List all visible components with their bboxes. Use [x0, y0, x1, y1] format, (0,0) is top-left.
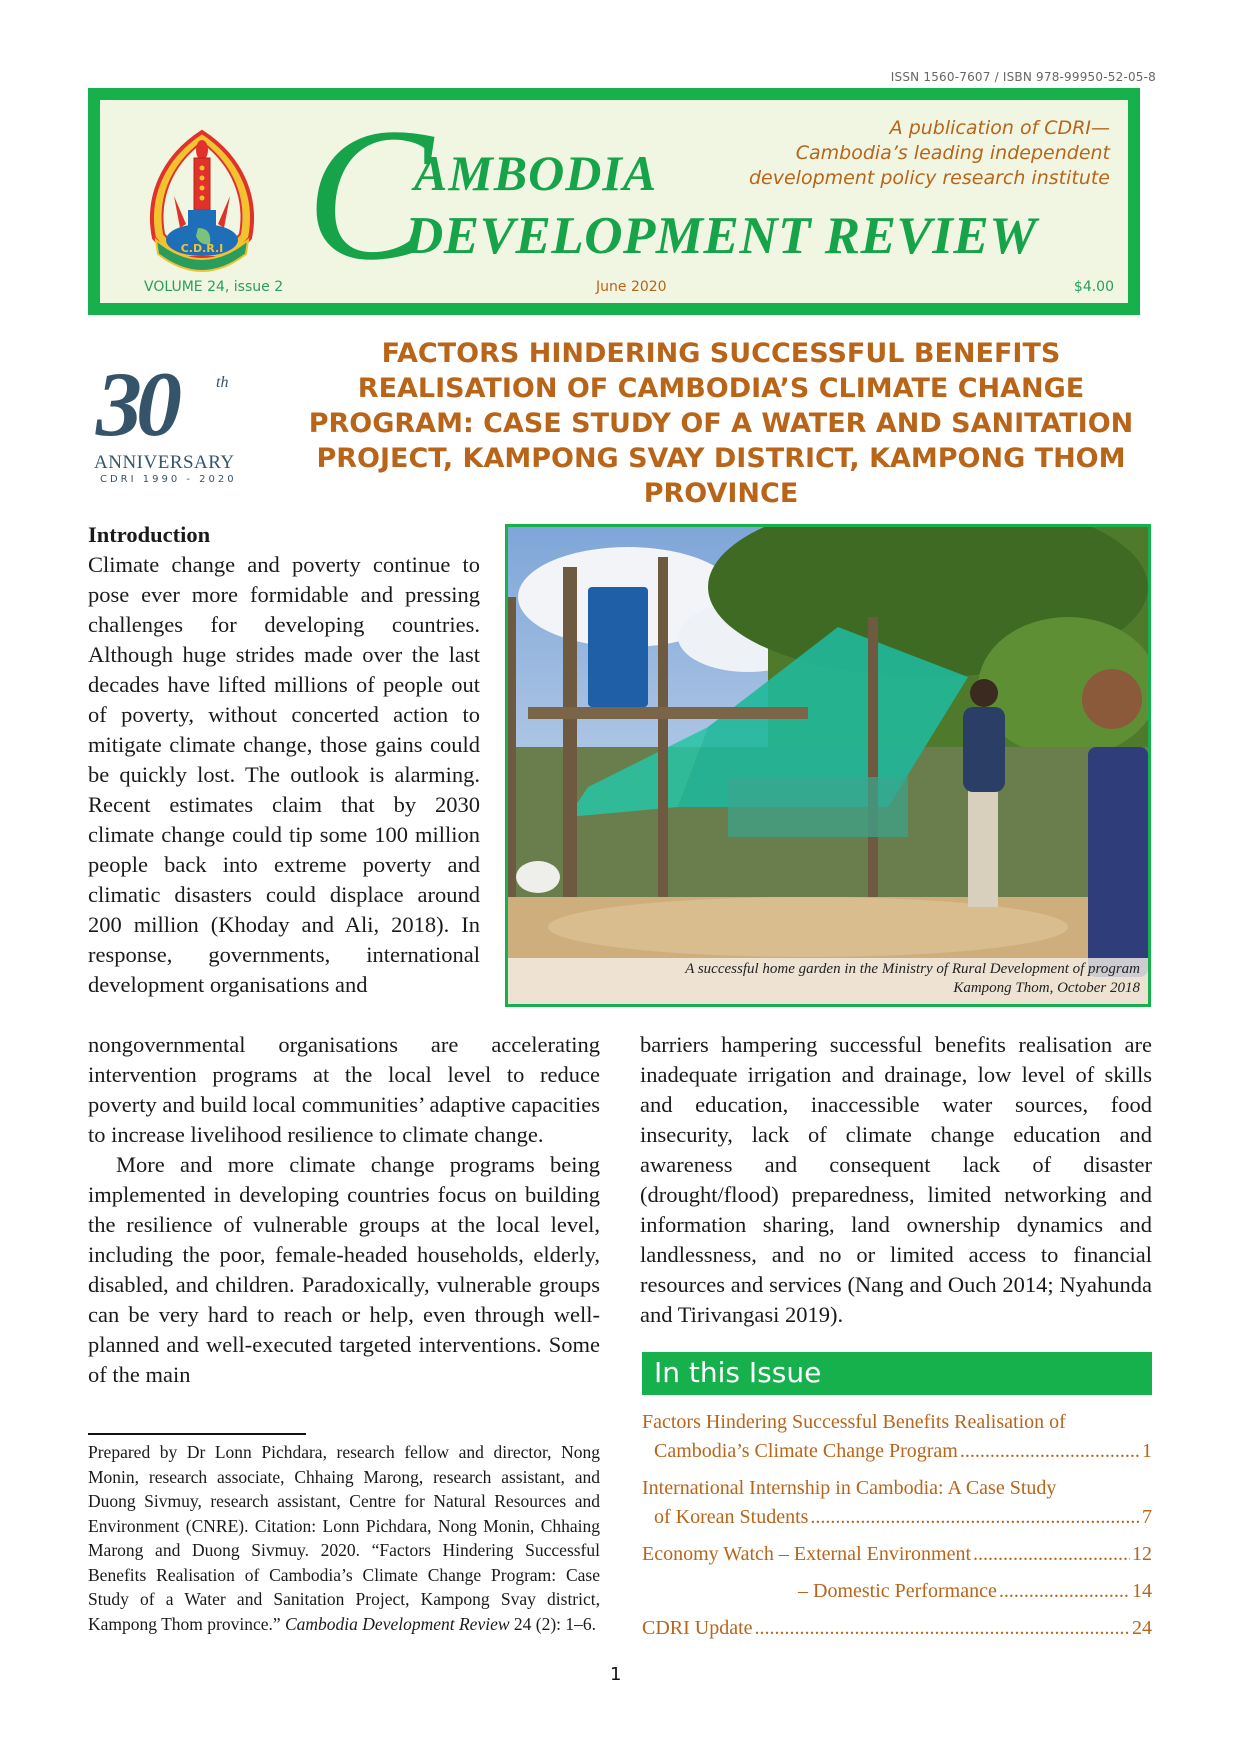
- toc-page-number: 7: [1142, 1506, 1152, 1528]
- anniversary-word: ANNIVERSARY: [94, 452, 235, 473]
- in-this-issue-title: In this Issue: [654, 1356, 822, 1389]
- anniversary-number: 30: [96, 353, 176, 455]
- toc-item[interactable]: [642, 1577, 1152, 1606]
- in-this-issue-header: [642, 1352, 1152, 1395]
- tagline: [749, 116, 1110, 191]
- volume-label: VOLUME 24, issue 2: [144, 279, 284, 295]
- toc-page-number: 24: [1132, 1617, 1152, 1639]
- anniversary-years: CDRI 1990 - 2020: [100, 474, 237, 485]
- title-line-2: DEVELOPMENT REVIEW: [405, 207, 1037, 265]
- article-photo: [505, 524, 1151, 1007]
- toc-item[interactable]: [642, 1474, 1152, 1532]
- toc-leader-dots: [810, 1503, 1140, 1532]
- toc-leader-dots: [973, 1540, 1130, 1569]
- footnote-journal: Cambodia Development Review: [285, 1613, 510, 1634]
- title-line-1: AMBODIA: [414, 145, 658, 201]
- table-of-contents: [642, 1408, 1152, 1651]
- toc-leader-dots: [960, 1437, 1140, 1466]
- tagline-line: Cambodia’s leading independent: [795, 142, 1110, 164]
- article-column-right: [640, 1030, 1152, 1330]
- anniversary-suffix: th: [216, 374, 229, 391]
- toc-item-title: – Domestic Performance: [798, 1580, 997, 1602]
- toc-item-title: Factors Hindering Successful Benefits Realisation of: [642, 1411, 1066, 1433]
- author-footnote: [88, 1440, 600, 1636]
- footnote-text: Prepared by Dr Lonn Pichdara, research fellow and director, Nong Monin, research associate, Chhaing Marong, research assistant, and Duong Sivmuy, research assistant, Centre for Natural Resources and Environment (CNRE). Citation: Lonn Pichdara, Nong Monin, Chhaing Marong and Duong Sivmuy. 2020. “Factors Hindering Successful Benefits Realisation of Cambodia’s Climate Change Program: Case Study of a Water and Sanitation Project, Kampong Svay district, Kampong Thom province.”: [88, 1442, 600, 1634]
- masthead: [88, 88, 1140, 315]
- footnote-divider: [88, 1433, 306, 1435]
- toc-leader-dots: [755, 1614, 1130, 1643]
- toc-page-number: 12: [1132, 1543, 1152, 1565]
- toc-page-number: 14: [1132, 1580, 1152, 1602]
- article-paragraph: barriers hampering successful benefits realisation are inadequate irrigation and drainage, low level of skills and education, inaccessible water sources, food insecurity, lack of climate change education and awareness and consequent lack of disaster (drought/flood) preparedness, limited networking and information sharing, land ownership dynamics and landlessness, and no or limited access to financial resources and services (Nang and Ouch 2014; Nyahunda and Tirivangasi 2019).: [640, 1032, 1152, 1327]
- article-headline: FACTORS HINDERING SUCCESSFUL BENEFITS REALISATION OF CAMBODIA’S CLIMATE CHANGE PROGRAM: CASE STUDY OF A WATER AND SANITATION PROJECT, KAMPONG SVAY DISTRICT, KAMPONG THOM PROVINCE: [308, 338, 1134, 509]
- toc-page-number: 1: [1142, 1440, 1152, 1462]
- issue-date: June 2020: [596, 279, 667, 295]
- cdri-logo-icon: [142, 128, 262, 278]
- price-label: $4.00: [1073, 279, 1114, 295]
- photo-caption: [685, 960, 1140, 998]
- article-paragraph: Climate change and poverty continue to pose ever more formidable and pressing challenges for developing countries. Although huge strides made over the last decades have lifted millions of people out of poverty, without concerted action to mitigate climate change, those gains could be quickly lost. The outlook is alarming. Recent estimates claim that by 2030 climate change could tip some 100 million people back into extreme poverty and climatic disasters could displace around 200 million (Khoday and Ali, 2018). In response, governments, international development organisations and: [88, 552, 480, 997]
- article-column-left-top: [88, 520, 480, 1000]
- caption-line: A successful home garden in the Ministry of Rural Development of program: [685, 961, 1140, 977]
- article-paragraph: nongovernmental organisations are accelerating intervention programs at the local level to reduce poverty and build local communities’ adaptive capacities to increase livelihood resilience to climate change.: [88, 1032, 600, 1147]
- toc-item[interactable]: [642, 1614, 1152, 1643]
- toc-item-title-cont: of Korean Students: [654, 1506, 809, 1528]
- tagline-line: development policy research institute: [749, 167, 1110, 189]
- page-number: 1: [610, 1664, 622, 1685]
- toc-item-title-cont: Cambodia’s Climate Change Program: [654, 1440, 958, 1462]
- anniversary-badge: [94, 353, 250, 486]
- toc-item-title: International Internship in Cambodia: A Case Study: [642, 1477, 1057, 1499]
- toc-item[interactable]: [642, 1408, 1152, 1466]
- footnote-volume-pages: 24 (2): 1–6.: [509, 1613, 597, 1634]
- isbn-line: ISSN 1560-7607 / ISBN 978-99950-52-05-8: [890, 70, 1156, 84]
- article-column-left-bottom: [88, 1030, 600, 1390]
- section-heading-introduction: Introduction: [88, 522, 211, 547]
- toc-leader-dots: [999, 1577, 1130, 1606]
- tagline-line: A publication of CDRI—: [889, 117, 1110, 139]
- home-garden-photo: [508, 527, 1148, 1004]
- toc-item-title: CDRI Update: [642, 1617, 753, 1639]
- logo-text: C.D.R.I: [180, 242, 224, 255]
- title-initial: C: [306, 90, 433, 300]
- caption-line: Kampong Thom, October 2018: [953, 980, 1140, 996]
- toc-item[interactable]: [642, 1540, 1152, 1569]
- toc-item-title: Economy Watch – External Environment: [642, 1543, 972, 1565]
- article-paragraph: More and more climate change programs being implemented in developing countries focus on building the resilience of vulnerable groups at the local level, including the poor, female-headed households, elderly, disabled, and children. Paradoxically, vulnerable groups can be very hard to reach or help, even through well-planned and well-executed targeted interventions. Some of the main: [88, 1152, 600, 1387]
